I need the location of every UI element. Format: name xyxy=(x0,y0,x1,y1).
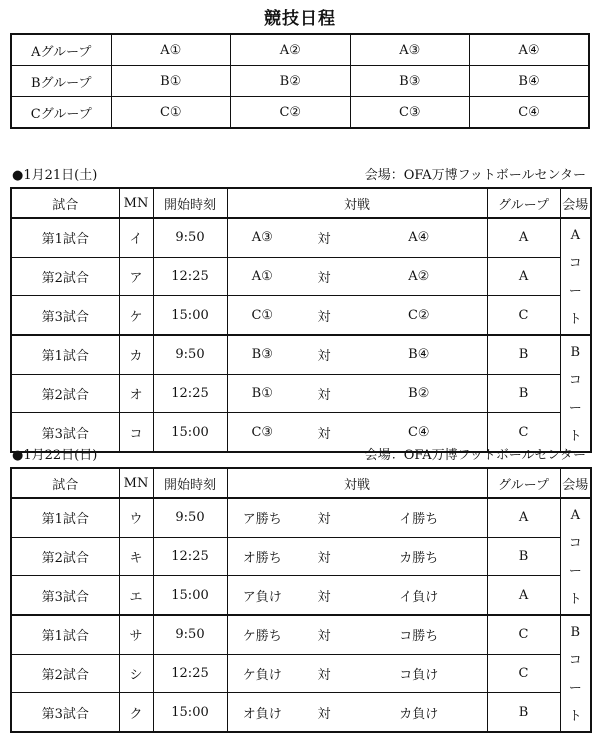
col-versus-header: 対戦 xyxy=(227,468,487,498)
match-group: A xyxy=(487,498,560,537)
col-start-header: 開始時刻 xyxy=(153,468,227,498)
table-row xyxy=(11,537,591,576)
home-team: オ負け xyxy=(227,693,297,732)
group-team: B③ xyxy=(350,66,470,97)
day-header xyxy=(10,164,590,182)
start-time: 9:50 xyxy=(153,615,227,654)
match-mn: ア xyxy=(119,257,153,296)
match-number: 第1試合 xyxy=(11,335,119,374)
away-team: C④ xyxy=(351,413,487,452)
away-team: B④ xyxy=(351,335,487,374)
court-label-char: A xyxy=(570,228,580,243)
col-mn-header: MN xyxy=(119,468,153,498)
vs-label: 対 xyxy=(297,498,351,537)
table-row xyxy=(11,654,591,693)
match-group: B xyxy=(487,335,560,374)
table-row xyxy=(11,374,591,413)
col-group-header: グループ xyxy=(487,468,560,498)
match-number: 第1試合 xyxy=(11,615,119,654)
group-team: C② xyxy=(231,97,351,129)
group-team: C④ xyxy=(470,97,590,129)
away-team: コ負け xyxy=(351,654,487,693)
match-number: 第2試合 xyxy=(11,374,119,413)
col-versus-header: 対戦 xyxy=(227,188,487,218)
court-label-char: コ xyxy=(568,536,582,551)
day-venue: 会場：OFA万博フットボールセンター xyxy=(364,168,586,183)
away-team: B② xyxy=(351,374,487,413)
home-team: ア負け xyxy=(227,576,297,615)
match-group: A xyxy=(487,218,560,257)
away-team: カ勝ち xyxy=(351,537,487,576)
match-mn: オ xyxy=(119,374,153,413)
match-mn: ケ xyxy=(119,296,153,335)
home-team: オ勝ち xyxy=(227,537,297,576)
start-time: 12:25 xyxy=(153,654,227,693)
col-group-header: グループ xyxy=(487,188,560,218)
start-time: 15:00 xyxy=(153,693,227,732)
col-start-header: 開始時刻 xyxy=(153,188,227,218)
vs-label: 対 xyxy=(297,654,351,693)
col-match-header: 試合 xyxy=(11,188,119,218)
groups-table xyxy=(10,33,590,129)
match-mn: ウ xyxy=(119,498,153,537)
vs-label: 対 xyxy=(297,374,351,413)
group-row xyxy=(11,66,589,97)
vs-label: 対 xyxy=(297,335,351,374)
table-row xyxy=(11,615,591,654)
group-team: B② xyxy=(231,66,351,97)
court-label-char: ー xyxy=(568,681,582,696)
start-time: 9:50 xyxy=(153,498,227,537)
home-team: ア勝ち xyxy=(227,498,297,537)
group-team: A② xyxy=(231,34,351,66)
court-label-char: ー xyxy=(568,564,582,579)
away-team: A④ xyxy=(351,218,487,257)
court-label-char: ー xyxy=(568,284,582,299)
match-number: 第3試合 xyxy=(11,413,119,452)
group-team: A④ xyxy=(470,34,590,66)
start-time: 12:25 xyxy=(153,374,227,413)
group-row xyxy=(11,97,589,129)
vs-label: 対 xyxy=(297,615,351,654)
court-label-char: A xyxy=(570,508,580,523)
match-number: 第1試合 xyxy=(11,218,119,257)
court-label-char: ト xyxy=(568,312,582,327)
match-mn: イ xyxy=(119,218,153,257)
start-time: 15:00 xyxy=(153,296,227,335)
header-row xyxy=(11,188,591,218)
header-row xyxy=(11,468,591,498)
match-number: 第1試合 xyxy=(11,498,119,537)
start-time: 12:25 xyxy=(153,257,227,296)
group-label: Cグループ xyxy=(11,97,111,129)
start-time: 9:50 xyxy=(153,335,227,374)
court-label-char: B xyxy=(570,625,581,640)
match-group: B xyxy=(487,537,560,576)
court-label-char: ト xyxy=(568,709,582,724)
table-row xyxy=(11,257,591,296)
home-team: B③ xyxy=(227,335,297,374)
court-label-char: コ xyxy=(568,373,582,388)
vs-label: 対 xyxy=(297,257,351,296)
match-group: B xyxy=(487,374,560,413)
court-label xyxy=(560,218,591,335)
col-match-header: 試合 xyxy=(11,468,119,498)
match-number: 第3試合 xyxy=(11,296,119,335)
table-row xyxy=(11,296,591,335)
group-label: Aグループ xyxy=(11,34,111,66)
home-team: B① xyxy=(227,374,297,413)
away-team: コ勝ち xyxy=(351,615,487,654)
court-label-char: ー xyxy=(568,401,582,416)
day-date: ●1月22日(日) xyxy=(12,448,98,463)
col-court-header: 会場 xyxy=(560,188,591,218)
vs-label: 対 xyxy=(297,218,351,257)
match-mn: キ xyxy=(119,537,153,576)
schedule-table xyxy=(10,467,592,733)
away-team: A② xyxy=(351,257,487,296)
table-row xyxy=(11,693,591,732)
group-team: A③ xyxy=(350,34,470,66)
court-label xyxy=(560,335,591,452)
page-title: 競技日程 xyxy=(264,9,336,29)
away-team: カ負け xyxy=(351,693,487,732)
table-row xyxy=(11,335,591,374)
match-mn: エ xyxy=(119,576,153,615)
match-group: A xyxy=(487,576,560,615)
home-team: C① xyxy=(227,296,297,335)
start-time: 15:00 xyxy=(153,576,227,615)
court-label-char: B xyxy=(570,345,581,360)
vs-label: 対 xyxy=(297,537,351,576)
away-team: イ負け xyxy=(351,576,487,615)
home-team: A③ xyxy=(227,218,297,257)
match-group: C xyxy=(487,615,560,654)
group-row xyxy=(11,34,589,66)
match-number: 第3試合 xyxy=(11,576,119,615)
away-team: イ勝ち xyxy=(351,498,487,537)
table-row xyxy=(11,498,591,537)
day-date: ●1月21日(土) xyxy=(12,168,98,183)
match-group: C xyxy=(487,413,560,452)
table-row xyxy=(11,218,591,257)
vs-label: 対 xyxy=(297,693,351,732)
vs-label: 対 xyxy=(297,296,351,335)
match-mn: カ xyxy=(119,335,153,374)
table-row xyxy=(11,576,591,615)
match-number: 第2試合 xyxy=(11,537,119,576)
group-team: B④ xyxy=(470,66,590,97)
court-label-char: コ xyxy=(568,653,582,668)
start-time: 15:00 xyxy=(153,413,227,452)
match-group: C xyxy=(487,654,560,693)
home-team: ケ勝ち xyxy=(227,615,297,654)
away-team: C② xyxy=(351,296,487,335)
match-mn: ク xyxy=(119,693,153,732)
group-team: C③ xyxy=(350,97,470,129)
start-time: 12:25 xyxy=(153,537,227,576)
day-venue: 会場：OFA万博フットボールセンター xyxy=(364,448,586,463)
match-group: C xyxy=(487,296,560,335)
court-label xyxy=(560,615,591,732)
match-group: B xyxy=(487,693,560,732)
group-label: Bグループ xyxy=(11,66,111,97)
schedule-table xyxy=(10,187,592,453)
match-number: 第2試合 xyxy=(11,654,119,693)
col-court-header: 会場 xyxy=(560,468,591,498)
match-mn: サ xyxy=(119,615,153,654)
court-label xyxy=(560,498,591,615)
home-team: ケ負け xyxy=(227,654,297,693)
court-label-char: ト xyxy=(568,592,582,607)
match-group: A xyxy=(487,257,560,296)
match-number: 第3試合 xyxy=(11,693,119,732)
court-label-char: ト xyxy=(568,429,582,444)
home-team: A① xyxy=(227,257,297,296)
vs-label: 対 xyxy=(297,413,351,452)
group-team: B① xyxy=(111,66,231,97)
match-mn: コ xyxy=(119,413,153,452)
vs-label: 対 xyxy=(297,576,351,615)
group-team: A① xyxy=(111,34,231,66)
match-mn: シ xyxy=(119,654,153,693)
start-time: 9:50 xyxy=(153,218,227,257)
col-mn-header: MN xyxy=(119,188,153,218)
group-team: C① xyxy=(111,97,231,129)
day-header xyxy=(10,444,590,462)
court-label-char: コ xyxy=(568,256,582,271)
home-team: C③ xyxy=(227,413,297,452)
match-number: 第2試合 xyxy=(11,257,119,296)
